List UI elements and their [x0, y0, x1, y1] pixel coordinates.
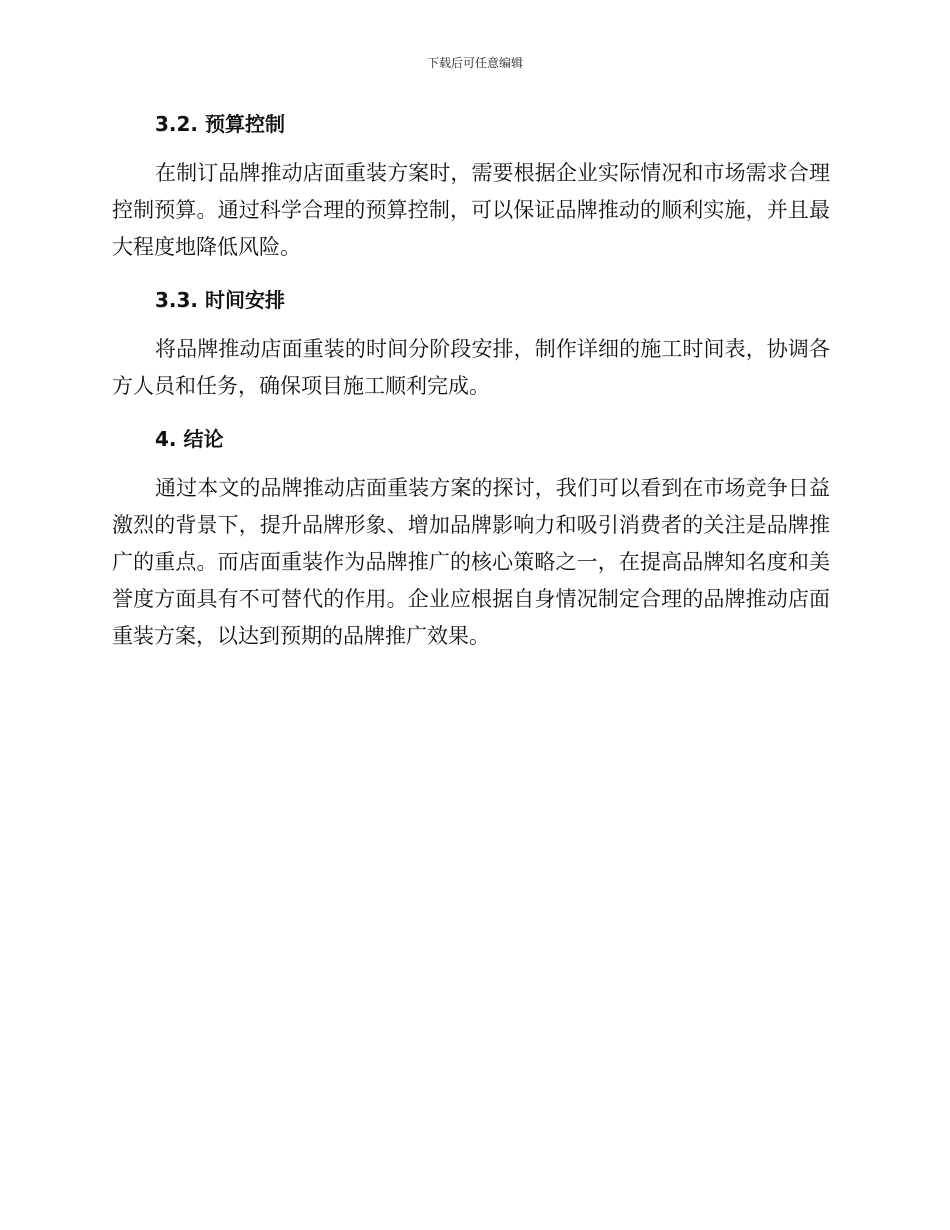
section-heading: 4. 结论 — [155, 427, 224, 451]
section-heading: 3.2. 预算控制 — [155, 112, 285, 136]
section-paragraph: 在制订品牌推动店面重装方案时，需要根据企业实际情况和市场需求合理控制预算。通过科学合理的预算控制，可以保证品牌推动的顺利实施，并且最大程度地降低风险。 — [112, 161, 830, 259]
section-budget-control — [112, 108, 830, 266]
section-paragraph: 通过本文的品牌推动店面重装方案的探讨，我们可以看到在市场竞争日益激烈的背景下，提升品牌形象、增加品牌影响力和吸引消费者的关注是品牌推广的重点。而店面重装作为品牌推广的核心策略之一，在提高品牌知名度和美誉度方面具有不可替代的作用。企业应根据自身情况制定合理的品牌推动店面重装方案，以达到预期的品牌推广效果。 — [112, 476, 830, 648]
section-heading: 3.3. 时间安排 — [155, 288, 285, 312]
header-note: 下载后可任意编辑 — [426, 56, 523, 70]
section-paragraph: 将品牌推动店面重装的时间分阶段安排，制作详细的施工时间表，协调各方人员和任务，确保项目施工顺利完成。 — [112, 337, 830, 398]
document-body — [112, 108, 830, 673]
section-schedule — [112, 284, 830, 405]
section-conclusion — [112, 423, 830, 655]
